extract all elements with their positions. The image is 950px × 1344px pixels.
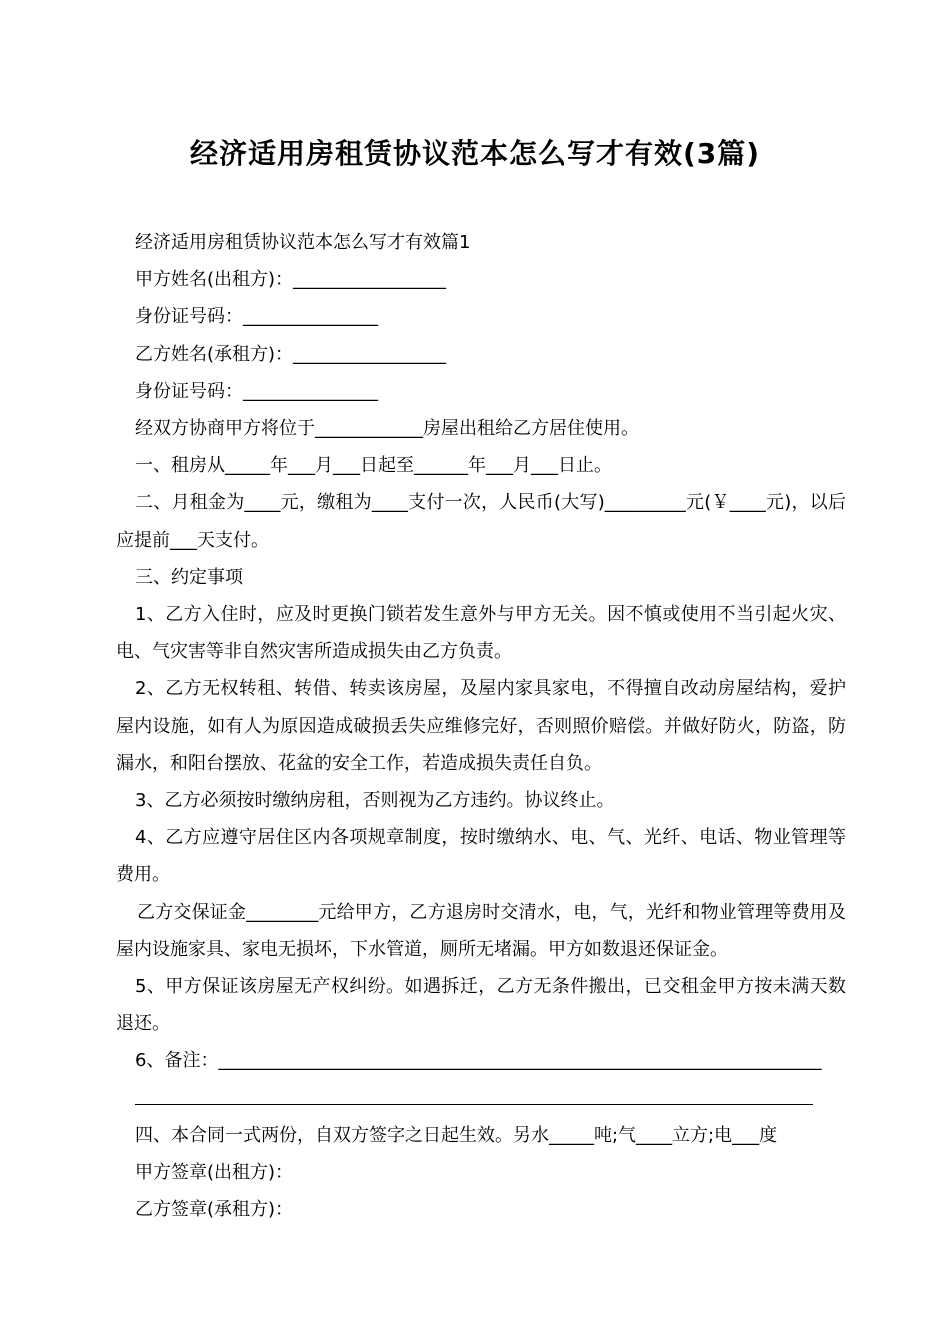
party-a-name-line: 甲方姓名(出租方)：_________________	[135, 269, 447, 291]
party-a-signature: 甲方签章(出租方)：	[135, 1162, 294, 1184]
party-b-name-line: 乙方姓名(承租方)：_________________	[135, 343, 447, 365]
underline	[135, 1104, 813, 1105]
item-3: 3、乙方必须按时缴纳房租，否则视为乙方违约。协议终止。	[135, 790, 615, 812]
clause-1: 一、租房从_____年___月___日起至______年___月___日止。	[135, 455, 612, 477]
item-6-remarks: 6、备注：___________________________________________________________________	[135, 1050, 822, 1072]
document-title: 经济适用房租赁协议范本怎么写才有效(3篇)	[189, 137, 761, 170]
clause-2: 二、月租金为____元，缴租为____支付一次，人民币(大写)_________元(￥____元)，以后应提前___天支付。	[116, 492, 846, 551]
party-a-id-line: 身份证号码：_______________	[135, 306, 378, 328]
item-1: 1、乙方入住时，应及时更换门锁若发生意外与甲方无关。因不慎或使用不当引起火灾、电、气灾害等非自然灾害所造成损失由乙方负责。	[116, 604, 846, 663]
party-b-id-line: 身份证号码：_______________	[135, 380, 378, 402]
item-5: 5、甲方保证该房屋无产权纠纷。如遇拆迁，乙方无条件搬出，已交租金甲方按未满天数退还。	[116, 976, 846, 1035]
item-2: 2、乙方无权转租、转借、转卖该房屋，及屋内家具家电，不得擅自改动房屋结构，爱护屋内设施，如有人为原因造成破损丢失应维修完好，否则照价赔偿。并做好防火，防盗，防漏水，和阳台摆放、花盆的安全工作，若造成损失责任自负。	[116, 678, 846, 774]
clause-3-heading: 三、约定事项	[135, 566, 243, 588]
deposit-paragraph: 乙方交保证金________元给甲方，乙方退房时交清水，电，气，光纤和物业管理等费用及屋内设施家具、家电无损坏，下水管道，厕所无堵漏。甲方如数退还保证金。	[116, 901, 846, 960]
document-body	[116, 224, 846, 1228]
section-heading: 经济适用房租赁协议范本怎么写才有效篇1	[135, 232, 471, 253]
party-b-signature: 乙方签章(承租方)：	[135, 1199, 294, 1221]
item-4: 4、乙方应遵守居住区内各项规章制度，按时缴纳水、电、气、光纤、电话、物业管理等费用。	[116, 827, 846, 886]
location-line: 经双方协商甲方将位于____________房屋出租给乙方居住使用。	[135, 418, 639, 440]
clause-4: 四、本合同一式两份，自双方签字之日起生效。另水_____吨;气____立方;电___度	[135, 1124, 778, 1146]
remarks-blank-line	[135, 1080, 813, 1117]
